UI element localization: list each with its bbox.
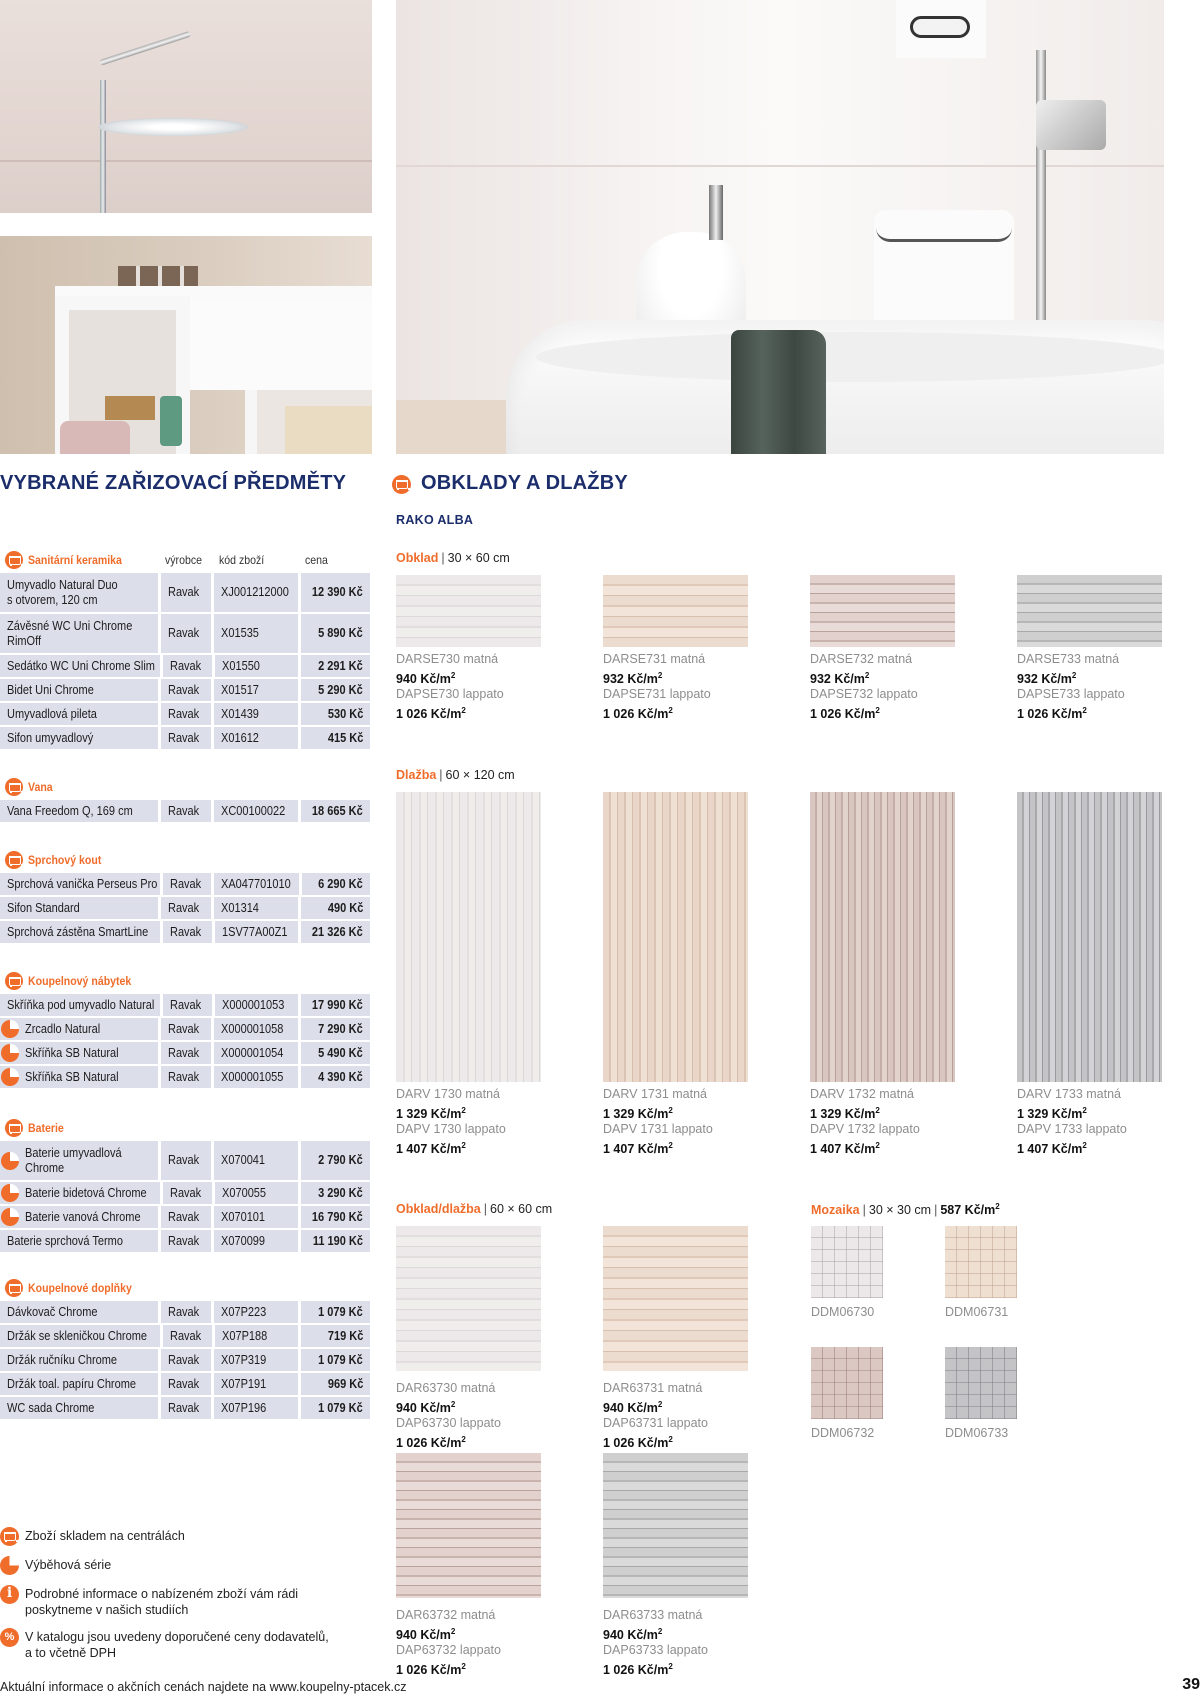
mozaika-price: 587 $Kč/m^2$ [940,1202,1000,1217]
info-icon [0,1585,19,1604]
section-title: Sprchový kout [28,853,102,867]
product-price: 6 290 Kč [302,873,370,895]
product-maker: Ravak [163,1182,212,1204]
product-maker: Ravak [161,727,210,749]
tile-swatch [396,792,541,1082]
tile-label [1017,1087,1127,1157]
table-row [0,800,370,822]
product-name: Umyvadlo Natural Duo s otvorem, 120 cm [0,573,158,612]
product-name: Umyvadlová pileta [0,703,158,725]
percent-icon [0,1628,19,1647]
product-maker: Ravak [161,1397,210,1419]
product-maker: Ravak [161,1042,210,1064]
table-row [0,1182,370,1204]
product-maker: Ravak [161,800,210,822]
product-name: Baterie umyvadlová Chrome [0,1141,158,1180]
tile-price-matte: 940 $Kč/m^2$ [396,670,456,686]
section-title: Koupelnový nábytek [28,974,132,988]
tile-label [811,1305,874,1321]
tile-price-matte: 940 $Kč/m^2$ [603,1626,663,1642]
section-title-fixtures: VYBRANÉ ZAŘIZOVACÍ PŘEDMĚTY [0,472,347,494]
product-code: X07P188 [215,1325,298,1347]
product-code: X070041 [214,1141,298,1180]
pie-icon [0,1556,19,1575]
product-code: XA047701010 [214,873,299,895]
section-1 [0,776,370,822]
col-maker: výrobce [165,553,202,567]
product-maker: Ravak [161,897,210,919]
product-name: Sifon umyvadlový [0,727,158,749]
dlazba-size: 60 × 120 cm [445,768,515,782]
product-name: Bidet Uni Chrome [0,679,158,701]
tile-code-matte: DARSE733 matná [1017,652,1120,666]
legend-text: Podrobné informace o nabízeném zboží vám rádi poskytneme v našich studiích [25,1587,299,1617]
tile-swatch [945,1347,1017,1419]
tile-code-lappato: DAPV 1733 lappato [1017,1122,1127,1136]
table-row [0,921,370,943]
tile-price-lappato: 1 026 $Kč/m^2$ [396,1434,466,1450]
pie-icon [1,1208,19,1226]
tile-code-matte: DAR63730 matná [396,1381,496,1395]
table-row [0,1230,370,1252]
section-header [0,1277,370,1299]
section-header [0,970,370,992]
col-code: kód zboží [219,553,265,567]
product-price: 21 326 Kč [301,921,370,943]
legend-item [0,1585,380,1618]
tile-price-lappato: 1 407 $Kč/m^2$ [810,1140,880,1156]
tile-label [603,1087,713,1157]
tile-code-matte: DAR63732 matná [396,1608,496,1622]
product-name: Skříňka pod umyvadlo Natural [0,994,160,1016]
tile-code-matte: DARV 1733 matná [1017,1087,1121,1101]
dlazba-header: Dlažba | 60 × 120 cm [396,768,515,782]
table-row [0,703,370,725]
tile-code-lappato: DAPSE731 lappato [603,687,711,701]
table-row [0,1373,370,1395]
tile-swatch [396,575,541,647]
tile-code-matte: DARSE731 matná [603,652,706,666]
tile-swatch [811,1226,883,1298]
product-price: 2 291 Kč [301,655,370,677]
tile-code-lappato: DAP63730 lappato [396,1416,501,1430]
table-row [0,1325,370,1347]
pie-icon [1,1184,19,1202]
product-price: 2 790 Kč [301,1141,370,1180]
product-code: X070101 [214,1206,298,1228]
product-maker: Ravak [161,1301,210,1323]
tile-label [945,1426,1008,1442]
tile-price-matte: 1 329 $Kč/m^2$ [810,1105,880,1121]
tile-price-lappato: 1 026 $Kč/m^2$ [603,1661,673,1677]
tile-label [1017,652,1125,722]
tile-label [810,652,918,722]
tile-swatch [811,1347,883,1419]
product-code: X07P196 [214,1397,298,1419]
section-title: Koupelnové doplňky [28,1281,132,1295]
product-name: Sifon Standard [0,897,158,919]
tile-code-lappato: DAP63732 lappato [396,1643,501,1657]
product-price: 3 290 Kč [301,1182,370,1204]
tile-label [603,1381,708,1451]
product-maker: Ravak [163,1325,212,1347]
product-price: 530 Kč [301,703,370,725]
tile-code-lappato: DAP63731 lappato [603,1416,708,1430]
table-row [0,873,370,895]
table-row [0,1018,370,1040]
tile-label [811,1426,874,1442]
pie-icon [1,1020,19,1038]
product-code: X000001054 [214,1042,298,1064]
product-price: 5 890 Kč [301,614,370,653]
product-maker: Ravak [161,614,210,653]
product-maker: Ravak [163,873,211,895]
tile-code-lappato: DAPV 1730 lappato [396,1122,506,1136]
product-name: Držák ručníku Chrome [0,1349,158,1371]
freestanding-bathtub-photo [396,0,1164,454]
tile-code-matte: DAR63733 matná [603,1608,703,1622]
product-code: X01314 [214,897,298,919]
tile-swatch [1017,792,1162,1082]
product-code: X070055 [215,1182,298,1204]
section-3 [0,970,370,1088]
product-name: Dávkovač Chrome [0,1301,158,1323]
legend-text: Výběhová série [25,1558,112,1572]
product-maker: Ravak [161,1018,210,1040]
footer-note: Aktuální informace o akčních cenách najdete na www.koupelny-ptacek.cz [0,1680,407,1694]
mozaika-code: DDM06730 [811,1305,875,1319]
product-code: X000001053 [215,994,298,1016]
tile-label [396,1608,501,1678]
product-code: X01535 [214,614,298,653]
table-row [0,1066,370,1088]
product-price: 719 Kč [301,1325,370,1347]
product-price: 17 990 Kč [301,994,370,1016]
product-price: 5 490 Kč [301,1042,370,1064]
legend-text: V katalogu jsou uvedeny doporučené ceny dodavatelů, a to včetně DPH [25,1630,329,1660]
cart-icon [5,778,23,796]
section-title: Baterie [28,1121,64,1135]
cart-icon [0,1527,19,1546]
product-name: Držák toal. papíru Chrome [0,1373,158,1395]
tile-price-lappato: 1 026 $Kč/m^2$ [396,1661,466,1677]
tile-label [396,1381,501,1451]
mozaika-header: Mozaika | 30 × 30 cm | 587 $Kč/m^2$ [811,1202,1000,1217]
tile-price-lappato: 1 407 $Kč/m^2$ [603,1140,673,1156]
product-maker: Ravak [161,1206,210,1228]
legend-item [0,1556,380,1575]
product-name: Držák se skleničkou Chrome [0,1325,160,1347]
tile-price-matte: 932 $Kč/m^2$ [810,670,870,686]
section-title: Vana [28,780,53,794]
tile-label [396,1087,506,1157]
product-maker: Ravak [161,573,210,612]
product-code: X01439 [214,703,298,725]
product-maker: Ravak [161,1349,210,1371]
product-maker: Ravak [161,679,210,701]
cart-icon [5,851,23,869]
product-price: 7 290 Kč [301,1018,370,1040]
pie-icon [1,1152,19,1170]
product-code: X01517 [214,679,298,701]
tile-code-lappato: DAPV 1732 lappato [810,1122,920,1136]
table-row [0,614,370,653]
tile-swatch [603,1453,748,1598]
product-code: X07P191 [214,1373,298,1395]
mozaika-code: DDM06732 [811,1426,875,1440]
table-row [0,655,370,677]
legend-item [0,1527,380,1546]
table-row [0,727,370,749]
obklad-label: Obklad [396,551,439,565]
product-code: X070099 [214,1230,298,1252]
tile-price-lappato: 1 026 $Kč/m^2$ [810,705,880,721]
tile-swatch [603,792,748,1082]
tile-swatch [396,1453,541,1598]
tile-price-matte: 1 329 $Kč/m^2$ [603,1105,673,1121]
legend [0,1527,380,1671]
mozaika-code: DDM06731 [945,1305,1009,1319]
product-name: Baterie sprchová Termo [0,1230,158,1252]
product-price: 490 Kč [301,897,370,919]
tile-code-lappato: DAPSE732 lappato [810,687,918,701]
tile-price-lappato: 1 026 $Kč/m^2$ [396,705,466,721]
tile-code-matte: DARSE732 matná [810,652,913,666]
table-row [0,573,370,612]
tile-price-matte: 932 $Kč/m^2$ [1017,670,1077,686]
product-maker: Ravak [161,1141,210,1180]
section-5 [0,1277,370,1419]
tile-code-matte: DARSE730 matná [396,652,499,666]
pie-icon [1,1044,19,1062]
product-code: X000001058 [214,1018,298,1040]
obklad-dlazba-size: 60 × 60 cm [490,1202,553,1216]
product-name: Baterie vanová Chrome [0,1206,158,1228]
tile-price-lappato: 1 407 $Kč/m^2$ [396,1140,466,1156]
col-price: cena [305,553,328,567]
product-price: 1 079 Kč [301,1349,370,1371]
product-maker: Ravak [163,921,212,943]
product-code: 1SV77A00Z1 [215,921,298,943]
tile-price-lappato: 1 026 $Kč/m^2$ [1017,705,1087,721]
tile-code-matte: DAR63731 matná [603,1381,703,1395]
product-code: X01550 [215,655,298,677]
product-maker: Ravak [161,1066,210,1088]
tile-label [603,652,711,722]
product-maker: Ravak [161,1230,210,1252]
table-row [0,1141,370,1180]
tile-label [810,1087,920,1157]
cart-icon [5,972,23,990]
section-header [0,776,370,798]
tile-code-matte: DARV 1730 matná [396,1087,500,1101]
tile-price-matte: 940 $Kč/m^2$ [603,1399,663,1415]
product-name: Sedátko WC Uni Chrome Slim [0,655,160,677]
product-name: Závěsné WC Uni Chrome RimOff [0,614,158,653]
table-row [0,1397,370,1419]
product-price: 4 390 Kč [301,1066,370,1088]
product-maker: Ravak [163,655,212,677]
tile-code-lappato: DAPSE733 lappato [1017,687,1125,701]
tile-label [603,1608,708,1678]
tile-code-lappato: DAPV 1731 lappato [603,1122,713,1136]
product-name: Sprchová zástěna SmartLine [0,921,160,943]
table-row [0,1349,370,1371]
tile-brand-title: RAKO ALBA [396,513,474,527]
product-price: 415 Kč [301,727,370,749]
product-maker: Ravak [163,994,212,1016]
tile-code-matte: DARV 1732 matná [810,1087,914,1101]
tile-swatch [396,1226,541,1371]
product-name: Sprchová vanička Perseus Pro [0,873,160,895]
product-code: X000001055 [214,1066,298,1088]
product-price: 5 290 Kč [301,679,370,701]
product-maker: Ravak [161,703,210,725]
product-name: Skříňka SB Natural [0,1042,158,1064]
legend-text: Zboží skladem na centrálách [25,1529,185,1543]
product-price: 16 790 Kč [301,1206,370,1228]
tile-price-matte: 940 $Kč/m^2$ [396,1626,456,1642]
tile-price-lappato: 1 026 $Kč/m^2$ [603,705,673,721]
tile-price-matte: 1 329 $Kč/m^2$ [1017,1105,1087,1121]
product-name: Skříňka SB Natural [0,1066,158,1088]
table-row [0,994,370,1016]
tile-price-matte: 932 $Kč/m^2$ [603,670,663,686]
product-code: XC00100022 [214,800,298,822]
product-maker: Ravak [161,1373,210,1395]
table-row [0,1301,370,1323]
product-name: WC sada Chrome [0,1397,158,1419]
tile-swatch [810,575,955,647]
tile-swatch [1017,575,1162,647]
table-row [0,897,370,919]
section-2 [0,849,370,943]
pie-icon [1,1068,19,1086]
mozaika-label: Mozaika [811,1203,860,1217]
tile-swatch [945,1226,1017,1298]
tile-swatch [603,575,748,647]
table-row [0,679,370,701]
tile-price-lappato: 1 026 $Kč/m^2$ [603,1434,673,1450]
section-title: Sanitární keramika [28,553,122,567]
bathroom-cabinet-photo [0,236,372,454]
dlazba-label: Dlažba [396,768,437,782]
tile-label [945,1305,1008,1321]
product-price: 18 665 Kč [301,800,370,822]
table-row [0,1206,370,1228]
cart-icon [5,551,23,569]
tile-code-lappato: DAPSE730 lappato [396,687,504,701]
product-price: 1 079 Kč [301,1301,370,1323]
obklad-header: Obklad | 30 × 60 cm [396,551,510,565]
section-0 [0,549,370,749]
tile-swatch [603,1226,748,1371]
tile-price-matte: 940 $Kč/m^2$ [396,1399,456,1415]
cart-icon [5,1119,23,1137]
tile-price-matte: 1 329 $Kč/m^2$ [396,1105,466,1121]
mozaika-size: 30 × 30 cm [868,1203,932,1217]
shower-head-photo [0,0,372,213]
tile-code-matte: DARV 1731 matná [603,1087,707,1101]
product-name: Baterie bidetová Chrome [0,1182,160,1204]
product-price: 11 190 Kč [301,1230,370,1252]
mozaika-code: DDM06733 [945,1426,1009,1440]
legend-item [0,1628,380,1661]
page-number: 39 [1182,1676,1200,1693]
section-header [0,1117,370,1139]
product-code: X07P223 [214,1301,298,1323]
section-4 [0,1117,370,1252]
product-code: X07P319 [214,1349,298,1371]
product-price: 12 390 Kč [301,573,370,612]
cart-icon [5,1279,23,1297]
section-header [0,849,370,871]
product-name: Zrcadlo Natural [0,1018,158,1040]
product-code: X01612 [214,727,298,749]
cart-icon [392,475,411,494]
product-price: 1 079 Kč [301,1397,370,1419]
obklad-dlazba-label: Obklad/dlažba [396,1202,481,1216]
product-code: XJ001212000 [214,573,298,612]
tile-price-lappato: 1 407 $Kč/m^2$ [1017,1140,1087,1156]
tile-swatch [810,792,955,1082]
table-row [0,1042,370,1064]
obklad-dlazba-header: Obklad/dlažba | 60 × 60 cm [396,1202,553,1216]
section-title-tiles: OBKLADY A DLAŽBY [421,472,628,494]
product-price: 969 Kč [301,1373,370,1395]
obklad-size: 30 × 60 cm [447,551,510,565]
product-name: Vana Freedom Q, 169 cm [0,800,158,822]
tile-code-lappato: DAP63733 lappato [603,1643,708,1657]
tile-label [396,652,504,722]
